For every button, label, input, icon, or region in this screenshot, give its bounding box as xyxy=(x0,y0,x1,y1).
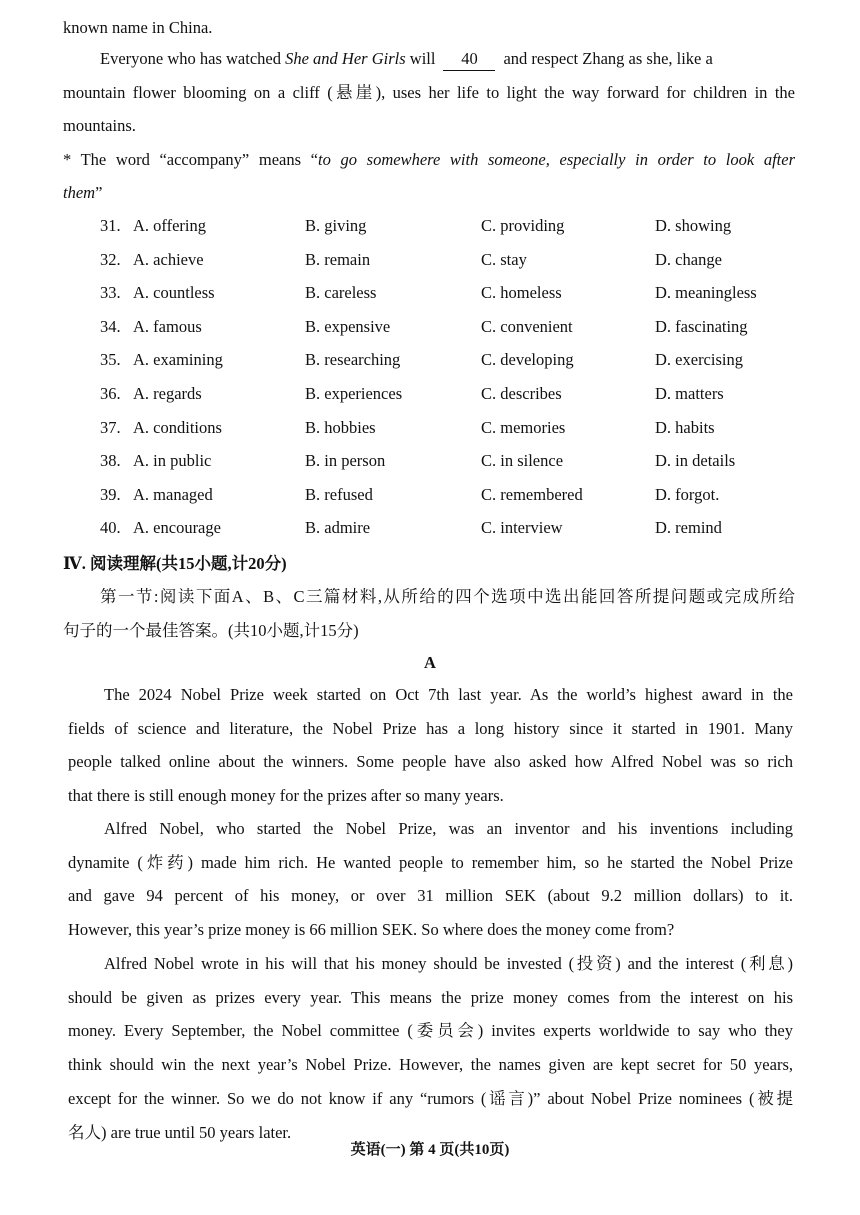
option-a: A. offering xyxy=(133,216,207,235)
passage-a-line: fields of science and literature, the Nobel Prize has a long history since it started in 1901. Many xyxy=(68,719,793,738)
section-instruction-line-2: 句子的一个最佳答案。(共10小题,计15分) xyxy=(63,621,359,640)
section-instruction-line-1: 第一节:阅读下面A、B、C三篇材料,从所给的四个选项中选出能回答所提问题或完成所给 xyxy=(100,587,795,606)
passage-a-line: 名人) are true until 50 years later. xyxy=(68,1123,292,1142)
option-row xyxy=(100,349,800,371)
option-row xyxy=(100,215,800,237)
vocabulary-note-line-2 xyxy=(63,182,795,204)
option-row xyxy=(100,316,800,338)
option-c: C. homeless xyxy=(481,283,562,303)
question-number: 39. xyxy=(100,484,121,504)
option-c: C. developing xyxy=(481,350,574,370)
option-b: B. giving xyxy=(305,216,367,235)
option-b: B. admire xyxy=(305,518,371,538)
option-d: D. matters xyxy=(655,384,724,403)
note-definition: to go somewhere with someone, especially in order to look after xyxy=(318,150,796,169)
option-row xyxy=(100,450,800,472)
option-row xyxy=(100,417,800,439)
film-title: She and Her Girls xyxy=(285,49,406,68)
passage-end-line-3: mountain flower blooming on a cliff (悬崖), uses her life to light the way forward for children in the xyxy=(63,83,795,102)
option-a: A. regards xyxy=(133,384,202,403)
passage-label: A xyxy=(424,653,436,672)
option-c: C. describes xyxy=(481,384,562,403)
option-d: D. in details xyxy=(655,451,736,471)
option-d: D. showing xyxy=(655,216,732,235)
passage-a-line: should be given as prizes every year. This means the prize money comes from the interest on his xyxy=(68,988,793,1007)
passage-a-line: The 2024 Nobel Prize week started on Oct 7th last year. As the world’s highest award in the xyxy=(104,685,793,704)
option-b: B. in person xyxy=(305,451,386,471)
option-b: B. experiences xyxy=(305,384,403,403)
option-a: A. conditions xyxy=(133,417,222,437)
question-number: 40. xyxy=(100,518,121,538)
option-c: C. interview xyxy=(481,518,563,538)
option-b: B. hobbies xyxy=(305,417,376,437)
question-number: 32. xyxy=(100,249,121,269)
option-d: D. habits xyxy=(655,417,715,437)
option-row xyxy=(100,383,800,405)
passage-a-line: Alfred Nobel, who started the Nobel Prize, was an inventor and his inventions including xyxy=(104,819,793,838)
passage-end-line-4: mountains. xyxy=(63,116,136,135)
option-row xyxy=(100,249,800,271)
option-c: C. remembered xyxy=(481,484,583,504)
passage-a-line: people talked online about the winners. Some people have also asked how Alfred Nobel was so rich xyxy=(68,752,793,771)
option-row xyxy=(100,282,800,304)
option-a: A. in public xyxy=(133,451,212,471)
option-d: D. meaningless xyxy=(655,283,757,303)
passage-a-line: think should win the next year’s Nobel Prize. However, the names given are kept secret for 50 years, xyxy=(68,1055,793,1074)
option-a: A. managed xyxy=(133,484,213,504)
option-b: B. careless xyxy=(305,283,377,303)
option-d: D. exercising xyxy=(655,350,743,370)
question-number: 37. xyxy=(100,417,121,437)
option-d: D. change xyxy=(655,249,722,269)
vocabulary-note-line-1 xyxy=(63,149,795,171)
text-segment: will xyxy=(405,49,436,68)
passage-a-line: and gave 94 percent of his money, or over 31 million SEK (about 9.2 million dollars) to it. xyxy=(68,886,793,905)
text-segment: Everyone who has watched xyxy=(100,49,286,68)
note-prefix: * The word “accompany” means “ xyxy=(63,150,319,169)
passage-a-line: money. Every September, the Nobel committee (委员会) invites experts worldwide to say who they xyxy=(68,1021,793,1040)
question-number: 33. xyxy=(100,283,121,303)
option-b: B. remain xyxy=(305,249,371,269)
question-number: 34. xyxy=(100,316,121,336)
page-footer: 英语(一) 第 4 页(共10页) xyxy=(350,1142,510,1158)
option-a: A. countless xyxy=(133,283,215,303)
question-number: 31. xyxy=(100,216,121,235)
passage-a-line: dynamite (炸药) made him rich. He wanted people to remember him, so he started the Nobel Prize xyxy=(68,853,793,872)
section-title: Ⅳ. 阅读理解(共15小题,计20分) xyxy=(63,554,287,573)
passage-end-line-1: known name in China. xyxy=(63,18,213,37)
option-c: C. providing xyxy=(481,216,565,235)
option-c: C. stay xyxy=(481,249,527,269)
option-b: B. refused xyxy=(305,484,373,504)
passage-a-line: that there is still enough money for the prizes after so many years. xyxy=(68,786,504,805)
option-a: A. examining xyxy=(133,350,223,370)
text-segment: and respect Zhang as she, like a xyxy=(503,49,713,68)
option-d: D. fascinating xyxy=(655,316,748,336)
passage-a-line: However, this year’s prize money is 66 million SEK. So where does the money come from? xyxy=(68,920,675,939)
option-c: C. in silence xyxy=(481,451,564,471)
option-c: C. convenient xyxy=(481,316,573,336)
option-b: B. expensive xyxy=(305,316,391,336)
passage-a-line: except for the winner. So we do not know if any “rumors (谣言)” about Nobel Prize nominees (被提 xyxy=(68,1089,793,1108)
note-definition-end: them xyxy=(63,183,96,202)
passage-end-line-2 xyxy=(100,48,795,71)
option-a: A. achieve xyxy=(133,249,204,269)
question-number: 35. xyxy=(100,350,121,370)
option-c: C. memories xyxy=(481,417,566,437)
option-a: A. encourage xyxy=(133,518,221,538)
passage-a-line: Alfred Nobel wrote in his will that his money should be invested (投资) and the interest (利息) xyxy=(104,954,793,973)
note-close-quote: ” xyxy=(95,183,103,202)
option-d: D. forgot. xyxy=(655,484,720,504)
option-row xyxy=(100,484,800,506)
option-b: B. researching xyxy=(305,350,401,370)
question-number: 36. xyxy=(100,384,121,403)
option-d: D. remind xyxy=(655,518,722,538)
option-row xyxy=(100,517,800,539)
option-a: A. famous xyxy=(133,316,202,336)
answer-blank-40: 40 xyxy=(443,48,495,71)
question-number: 38. xyxy=(100,451,121,471)
